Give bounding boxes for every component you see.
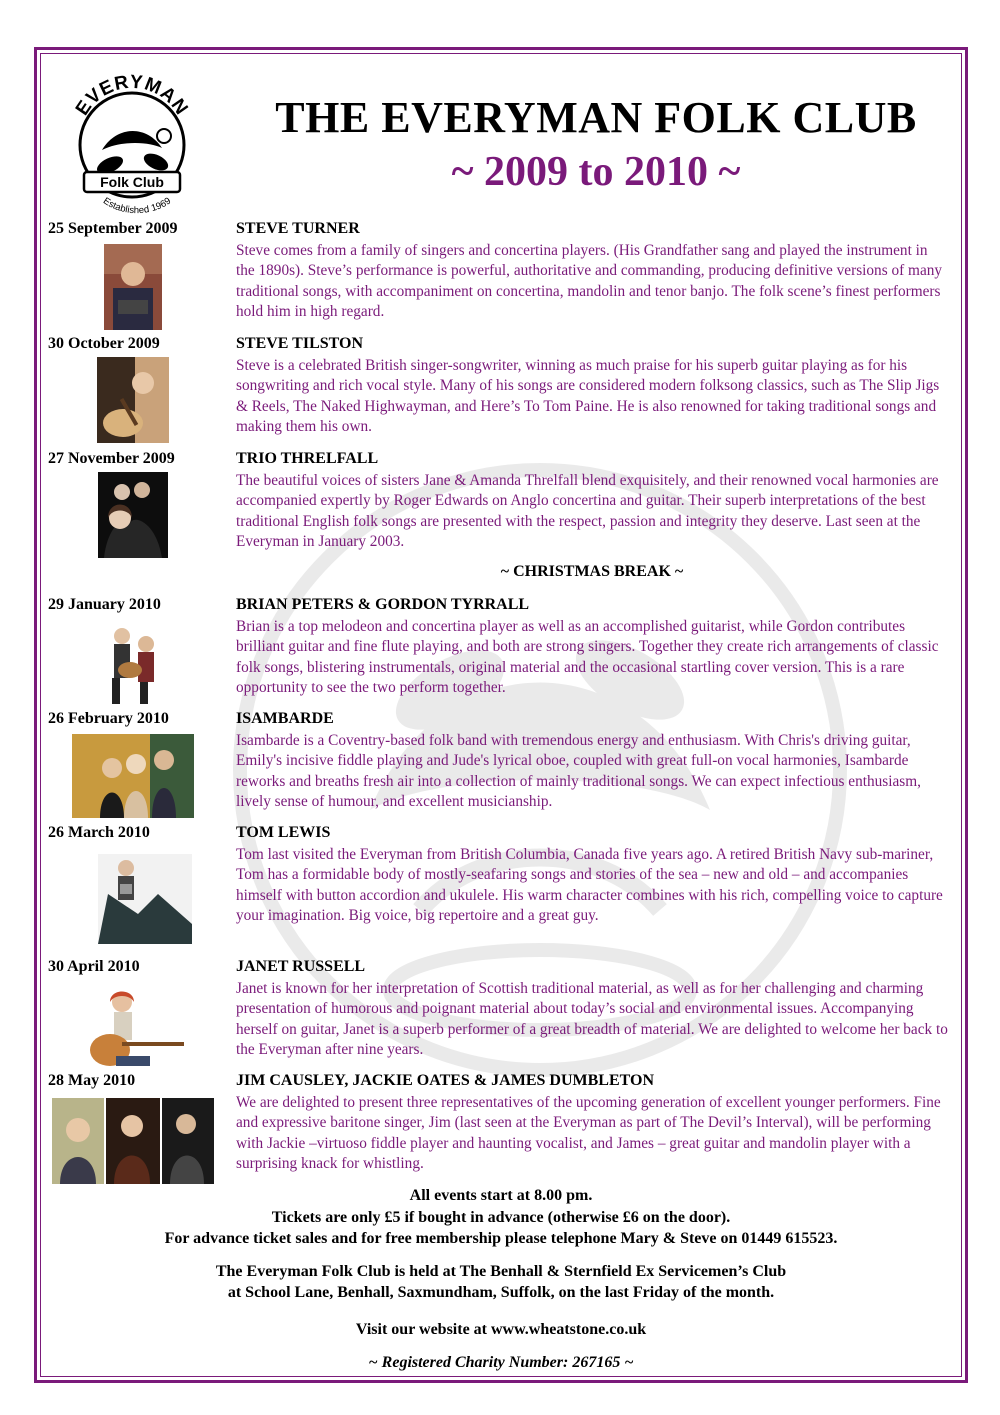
event-description: Steve is a celebrated British singer-songwriter, winning as much praise for his superb guitar playing as for his songwriting and rich vocal style. Many of his songs are considered modern folksong classics, such as The Slip Jigs & Reels, The Naked Highwayman, and Here’s To Tom Paine. He is also renowned for taking traditional songs and making them his own. <box>236 357 940 436</box>
svg-text:Established 1969 <box>101 196 173 217</box>
event-artist: ISAMBARDE <box>236 710 334 727</box>
event-date: 30 October 2009 <box>48 335 160 352</box>
artist-photo <box>98 854 192 944</box>
start-time: All events start at 8.00 pm. <box>409 1187 593 1204</box>
event-artist: JIM CAUSLEY, JACKIE OATES & JAMES DUMBLETON <box>236 1072 654 1089</box>
event-description: Janet is known for her interpretation of Scottish traditional material, as well as for her challenging and charming presentation of humorous and poignant material about today’s social and environmental issues. Accompanying herself on guitar, Janet is a superb performer of a great breadth of material. We are delighted to welcome her back to the Everyman after nine years. <box>236 980 948 1059</box>
event-date: 26 February 2010 <box>48 710 169 727</box>
event-date: 25 September 2009 <box>48 220 178 237</box>
event-artist: TRIO THRELFALL <box>236 450 379 467</box>
artist-photo <box>52 1098 214 1184</box>
logo-band-text: Folk Club <box>100 174 164 190</box>
event-artist: BRIAN PETERS & GORDON TYRRALL <box>236 596 530 613</box>
event-artist: STEVE TILSTON <box>236 335 364 352</box>
event-artist: STEVE TURNER <box>236 220 360 237</box>
event-date: 27 November 2009 <box>48 450 175 467</box>
artist-photo <box>104 244 162 330</box>
logo-established-text: Established 1969 <box>100 195 174 217</box>
website-link[interactable]: Visit our website at www.wheatstone.co.uk <box>355 1321 647 1338</box>
event-description: Isambarde is a Coventry-based folk band with tremendous energy and enthusiasm. With Chris's driving guitar, Emily's incisive fiddle playing and Jude's lyrical oboe, coupled with great full-on vocal harmonies, Isambarde reworks and breaths fresh air into a collection of mainly traditional songs. We can expect infectious enthusiasm, lively sense of humour, and excellent musicianship. <box>236 732 921 811</box>
ticket-prices: Tickets are only £5 if bought in advance (otherwise £6 on the door). <box>271 1209 731 1226</box>
charity-number: ~ Registered Charity Number: 267165 ~ <box>368 1354 634 1371</box>
season-years: ~ 2009 to 2010 ~ <box>451 149 741 195</box>
event-description: We are delighted to present three representatives of the upcoming generation of excellent younger performers. Fine and expressive baritone singer, Jim (last seen at the Everyman as part of The Devil’s Interval), will be performing with Jackie –virtuoso fiddle player and haunting vocalist, and James – great guitar and mandolin player with a surprising knack for whistling. <box>236 1094 941 1173</box>
logo-top-text: EVERYMAN <box>71 71 193 120</box>
event-artist: TOM LEWIS <box>236 824 331 841</box>
event-artist: JANET RUSSELL <box>236 958 366 975</box>
event-date: 26 March 2010 <box>48 824 150 841</box>
artist-photo <box>98 618 168 704</box>
event-description: Steve comes from a family of singers and concertina players. (His Grandfather sang and played the instrument in the 1890s). Steve’s performance is powerful, authoritative and commanding, producing definitive versions of many traditional songs, with accompaniment on concertina, mandolin and tenor banjo. The folk scene’s finest performers hold him in high regard. <box>236 242 943 321</box>
venue-line-2: at School Lane, Benhall, Saxmundham, Suffolk, on the last Friday of the month. <box>227 1284 775 1301</box>
artist-photo <box>98 472 168 558</box>
venue-line-1: The Everyman Folk Club is held at The Benhall & Sternfield Ex Servicemen’s Club <box>215 1263 787 1280</box>
page-title: THE EVERYMAN FOLK CLUB <box>275 93 917 142</box>
christmas-break: ~ CHRISTMAS BREAK ~ <box>500 563 684 580</box>
event-date: 30 April 2010 <box>48 958 140 975</box>
artist-photo <box>97 357 169 443</box>
event-date: 28 May 2010 <box>48 1072 136 1089</box>
event-description: Tom last visited the Everyman from British Columbia, Canada five years ago. A retired British Navy sub-mariner, Tom has a formidable body of mostly-seafaring songs and stories of the sea – new and old – and accompanies himself with button accordion and ukulele. His warm character combines with his rich, compelling voice to capture your imagination. Big voice, big repertoire and a great guy. <box>236 846 943 925</box>
event-date: 29 January 2010 <box>48 596 161 613</box>
event-description: Brian is a top melodeon and concertina player as well as an accomplished guitarist, while Gordon contributes brilliant guitar and fine flute playing, and both are strong singers. Together they create rich arrangements of classic folk songs, blistering instrumentals, original material and the occasional startling cover version. This is a rare opportunity to see the two perform together. <box>236 618 939 697</box>
advance-info: For advance ticket sales and for free membership please telephone Mary & Steve on 01449 615523. <box>164 1230 838 1247</box>
artist-photo <box>72 734 194 818</box>
everyman-logo <box>62 70 202 220</box>
event-description: The beautiful voices of sisters Jane & Amanda Threlfall blend exquisitely, and their renowned vocal harmonies are accompanied expertly by Roger Edwards on Anglo concertina and guitar. Their superb interpretations of the best traditional English folk songs are presented with the respect, passion and integrity they deserve. Last seen at the Everyman in January 2003. <box>236 472 939 551</box>
artist-photo <box>86 984 190 1070</box>
